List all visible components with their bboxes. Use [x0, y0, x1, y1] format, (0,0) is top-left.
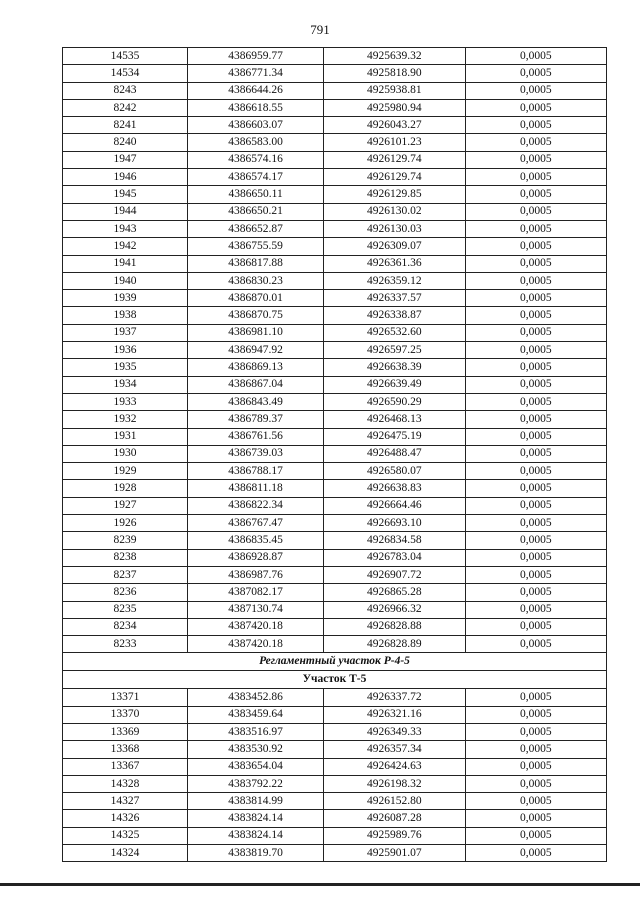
coordinate-x-cell: 4386767.47: [188, 515, 324, 532]
point-number-cell: 1937: [63, 324, 188, 341]
accuracy-cell: 0,0005: [465, 497, 606, 514]
table-row: [63, 532, 607, 549]
point-number-cell: 14534: [63, 65, 188, 82]
point-number-cell: 1947: [63, 151, 188, 168]
accuracy-cell: 0,0005: [465, 307, 606, 324]
point-number-cell: 1936: [63, 342, 188, 359]
coordinate-x-cell: 4383824.14: [188, 827, 324, 844]
coordinate-y-cell: 4926580.07: [324, 463, 465, 480]
coordinate-x-cell: 4383654.04: [188, 758, 324, 775]
point-number-cell: 1938: [63, 307, 188, 324]
coordinate-x-cell: 4386928.87: [188, 549, 324, 566]
coordinate-y-cell: 4926783.04: [324, 549, 465, 566]
point-number-cell: 8234: [63, 618, 188, 635]
accuracy-cell: 0,0005: [465, 758, 606, 775]
accuracy-cell: 0,0005: [465, 480, 606, 497]
coordinate-y-cell: 4925938.81: [324, 82, 465, 99]
table-row: [63, 636, 607, 653]
coordinate-y-cell: 4926532.60: [324, 324, 465, 341]
accuracy-cell: 0,0005: [465, 566, 606, 583]
coordinate-x-cell: 4386650.21: [188, 203, 324, 220]
table-row: [63, 65, 607, 82]
accuracy-cell: 0,0005: [465, 411, 606, 428]
coordinate-y-cell: 4926828.88: [324, 618, 465, 635]
coordinate-x-cell: 4383530.92: [188, 741, 324, 758]
accuracy-cell: 0,0005: [465, 376, 606, 393]
coordinate-y-cell: 4926129.74: [324, 151, 465, 168]
coordinate-y-cell: 4926424.63: [324, 758, 465, 775]
point-number-cell: 8240: [63, 134, 188, 151]
point-number-cell: 1928: [63, 480, 188, 497]
accuracy-cell: 0,0005: [465, 636, 606, 653]
coordinate-x-cell: 4386583.00: [188, 134, 324, 151]
coordinate-x-cell: 4383452.86: [188, 689, 324, 706]
accuracy-cell: 0,0005: [465, 359, 606, 376]
accuracy-cell: 0,0005: [465, 99, 606, 116]
table-body-bottom: [63, 689, 607, 862]
table-row: [63, 151, 607, 168]
coordinate-y-cell: 4926101.23: [324, 134, 465, 151]
table-row: [63, 601, 607, 618]
coordinate-y-cell: 4926828.89: [324, 636, 465, 653]
accuracy-cell: 0,0005: [465, 810, 606, 827]
accuracy-cell: 0,0005: [465, 151, 606, 168]
point-number-cell: 14535: [63, 48, 188, 65]
point-number-cell: 8243: [63, 82, 188, 99]
coordinate-x-cell: 4386835.45: [188, 532, 324, 549]
coordinate-x-cell: 4386870.75: [188, 307, 324, 324]
coordinate-x-cell: 4387130.74: [188, 601, 324, 618]
coordinate-y-cell: 4926966.32: [324, 601, 465, 618]
coordinate-x-cell: 4386822.34: [188, 497, 324, 514]
coordinate-y-cell: 4926130.02: [324, 203, 465, 220]
coordinate-y-cell: 4926639.49: [324, 376, 465, 393]
table-row: [63, 203, 607, 220]
table-row: [63, 689, 607, 706]
coordinate-x-cell: 4386867.04: [188, 376, 324, 393]
table-row: [63, 117, 607, 134]
accuracy-cell: 0,0005: [465, 793, 606, 810]
accuracy-cell: 0,0005: [465, 618, 606, 635]
accuracy-cell: 0,0005: [465, 601, 606, 618]
coordinate-x-cell: 4386947.92: [188, 342, 324, 359]
coordinate-y-cell: 4925818.90: [324, 65, 465, 82]
accuracy-cell: 0,0005: [465, 134, 606, 151]
accuracy-cell: 0,0005: [465, 342, 606, 359]
table-row: [63, 480, 607, 497]
point-number-cell: 1930: [63, 445, 188, 462]
coordinate-y-cell: 4926152.80: [324, 793, 465, 810]
coordinate-y-cell: 4926198.32: [324, 775, 465, 792]
table-row: [63, 549, 607, 566]
point-number-cell: 13371: [63, 689, 188, 706]
table-row: [63, 186, 607, 203]
coordinate-x-cell: 4386843.49: [188, 393, 324, 410]
coordinates-table: [62, 47, 607, 862]
coordinate-y-cell: 4926043.27: [324, 117, 465, 134]
coordinate-y-cell: 4926488.47: [324, 445, 465, 462]
coordinate-x-cell: 4386755.59: [188, 238, 324, 255]
coordinate-y-cell: 4926357.34: [324, 741, 465, 758]
coordinate-x-cell: 4383516.97: [188, 723, 324, 740]
accuracy-cell: 0,0005: [465, 584, 606, 601]
point-number-cell: 8233: [63, 636, 188, 653]
accuracy-cell: 0,0005: [465, 515, 606, 532]
accuracy-cell: 0,0005: [465, 775, 606, 792]
accuracy-cell: 0,0005: [465, 845, 606, 862]
coordinate-y-cell: 4926638.83: [324, 480, 465, 497]
table-row: [63, 411, 607, 428]
coordinate-y-cell: 4925901.07: [324, 845, 465, 862]
table-row: [63, 845, 607, 862]
table-row: [63, 428, 607, 445]
accuracy-cell: 0,0005: [465, 549, 606, 566]
coordinate-x-cell: 4386869.13: [188, 359, 324, 376]
table-row: [63, 376, 607, 393]
coordinate-x-cell: 4386959.77: [188, 48, 324, 65]
section-header-row: [63, 653, 607, 671]
table-row: [63, 255, 607, 272]
accuracy-cell: 0,0005: [465, 117, 606, 134]
table-row: [63, 134, 607, 151]
coordinate-x-cell: 4386618.55: [188, 99, 324, 116]
coordinate-x-cell: 4386788.17: [188, 463, 324, 480]
point-number-cell: 1929: [63, 463, 188, 480]
table-row: [63, 793, 607, 810]
page-number: 791: [310, 22, 330, 37]
coordinate-y-cell: 4926309.07: [324, 238, 465, 255]
table-row: [63, 99, 607, 116]
coordinate-x-cell: 4383459.64: [188, 706, 324, 723]
point-number-cell: 13368: [63, 741, 188, 758]
coordinate-y-cell: 4926468.13: [324, 411, 465, 428]
accuracy-cell: 0,0005: [465, 741, 606, 758]
table-row: [63, 827, 607, 844]
point-number-cell: 8238: [63, 549, 188, 566]
point-number-cell: 1942: [63, 238, 188, 255]
coordinate-y-cell: 4926664.46: [324, 497, 465, 514]
coordinate-y-cell: 4926129.74: [324, 169, 465, 186]
table-section-headers: [63, 653, 607, 689]
accuracy-cell: 0,0005: [465, 723, 606, 740]
accuracy-cell: 0,0005: [465, 169, 606, 186]
coordinate-x-cell: 4386817.88: [188, 255, 324, 272]
accuracy-cell: 0,0005: [465, 463, 606, 480]
point-number-cell: 8239: [63, 532, 188, 549]
table-row: [63, 741, 607, 758]
coordinate-y-cell: 4926349.33: [324, 723, 465, 740]
table-row: [63, 810, 607, 827]
point-number-cell: 1935: [63, 359, 188, 376]
coordinate-y-cell: 4925980.94: [324, 99, 465, 116]
table-row: [63, 272, 607, 289]
point-number-cell: 1946: [63, 169, 188, 186]
coordinate-x-cell: 4383819.70: [188, 845, 324, 862]
subsection-title: Участок Т-5: [63, 671, 607, 689]
point-number-cell: 8235: [63, 601, 188, 618]
table-row: [63, 463, 607, 480]
point-number-cell: 1944: [63, 203, 188, 220]
coordinate-y-cell: 4926338.87: [324, 307, 465, 324]
accuracy-cell: 0,0005: [465, 445, 606, 462]
coordinate-x-cell: 4387420.18: [188, 636, 324, 653]
coordinate-x-cell: 4386603.07: [188, 117, 324, 134]
coordinate-x-cell: 4386761.56: [188, 428, 324, 445]
section-title: Регламентный участок Р-4-5: [63, 653, 607, 671]
coordinate-x-cell: 4386830.23: [188, 272, 324, 289]
subsection-header-row: [63, 671, 607, 689]
point-number-cell: 14326: [63, 810, 188, 827]
table-row: [63, 775, 607, 792]
accuracy-cell: 0,0005: [465, 324, 606, 341]
point-number-cell: 13367: [63, 758, 188, 775]
coordinate-y-cell: 4926321.16: [324, 706, 465, 723]
accuracy-cell: 0,0005: [465, 238, 606, 255]
coordinate-y-cell: 4926361.36: [324, 255, 465, 272]
table-row: [63, 307, 607, 324]
coordinate-y-cell: 4926130.03: [324, 220, 465, 237]
point-number-cell: 1932: [63, 411, 188, 428]
coordinate-x-cell: 4383814.99: [188, 793, 324, 810]
coordinate-y-cell: 4926590.29: [324, 393, 465, 410]
coordinate-x-cell: 4386644.26: [188, 82, 324, 99]
coordinate-x-cell: 4386987.76: [188, 566, 324, 583]
table-row: [63, 238, 607, 255]
accuracy-cell: 0,0005: [465, 203, 606, 220]
coordinate-x-cell: 4386811.18: [188, 480, 324, 497]
point-number-cell: 14324: [63, 845, 188, 862]
point-number-cell: 8241: [63, 117, 188, 134]
accuracy-cell: 0,0005: [465, 428, 606, 445]
coordinate-y-cell: 4926475.19: [324, 428, 465, 445]
table-row: [63, 758, 607, 775]
point-number-cell: 14328: [63, 775, 188, 792]
coordinate-y-cell: 4926597.25: [324, 342, 465, 359]
coordinate-y-cell: 4926907.72: [324, 566, 465, 583]
coordinate-y-cell: 4926865.28: [324, 584, 465, 601]
table-row: [63, 497, 607, 514]
coordinate-y-cell: 4926087.28: [324, 810, 465, 827]
point-number-cell: 13369: [63, 723, 188, 740]
point-number-cell: 1933: [63, 393, 188, 410]
coordinate-y-cell: 4926337.57: [324, 290, 465, 307]
point-number-cell: 1943: [63, 220, 188, 237]
point-number-cell: 14327: [63, 793, 188, 810]
table-row: [63, 566, 607, 583]
accuracy-cell: 0,0005: [465, 689, 606, 706]
coordinate-x-cell: 4386652.87: [188, 220, 324, 237]
table-row: [63, 393, 607, 410]
table-row: [63, 290, 607, 307]
point-number-cell: 8236: [63, 584, 188, 601]
accuracy-cell: 0,0005: [465, 82, 606, 99]
coordinate-x-cell: 4387420.18: [188, 618, 324, 635]
accuracy-cell: 0,0005: [465, 827, 606, 844]
coordinate-x-cell: 4386574.16: [188, 151, 324, 168]
table-body-top: [63, 48, 607, 653]
accuracy-cell: 0,0005: [465, 65, 606, 82]
table-row: [63, 82, 607, 99]
coordinate-y-cell: 4926834.58: [324, 532, 465, 549]
table-row: [63, 342, 607, 359]
coordinate-x-cell: 4386771.34: [188, 65, 324, 82]
accuracy-cell: 0,0005: [465, 48, 606, 65]
point-number-cell: 8242: [63, 99, 188, 116]
point-number-cell: 1945: [63, 186, 188, 203]
table-row: [63, 706, 607, 723]
accuracy-cell: 0,0005: [465, 220, 606, 237]
coordinate-x-cell: 4386650.11: [188, 186, 324, 203]
accuracy-cell: 0,0005: [465, 706, 606, 723]
point-number-cell: 13370: [63, 706, 188, 723]
table-row: [63, 324, 607, 341]
point-number-cell: 14325: [63, 827, 188, 844]
table-row: [63, 584, 607, 601]
accuracy-cell: 0,0005: [465, 255, 606, 272]
coordinate-y-cell: 4925639.32: [324, 48, 465, 65]
table-row: [63, 618, 607, 635]
coordinate-y-cell: 4925989.76: [324, 827, 465, 844]
table-row: [63, 445, 607, 462]
coordinate-x-cell: 4386574.17: [188, 169, 324, 186]
point-number-cell: 1926: [63, 515, 188, 532]
coordinate-x-cell: 4383792.22: [188, 775, 324, 792]
coordinate-y-cell: 4926638.39: [324, 359, 465, 376]
point-number-cell: 8237: [63, 566, 188, 583]
accuracy-cell: 0,0005: [465, 393, 606, 410]
coordinate-x-cell: 4383824.14: [188, 810, 324, 827]
coordinate-x-cell: 4386870.01: [188, 290, 324, 307]
point-number-cell: 1941: [63, 255, 188, 272]
coordinate-y-cell: 4926359.12: [324, 272, 465, 289]
point-number-cell: 1940: [63, 272, 188, 289]
table-row: [63, 48, 607, 65]
coordinate-x-cell: 4386739.03: [188, 445, 324, 462]
table-row: [63, 359, 607, 376]
coordinates-table-container: [62, 47, 607, 862]
coordinate-x-cell: 4387082.17: [188, 584, 324, 601]
coordinate-y-cell: 4926129.85: [324, 186, 465, 203]
page-bottom-edge: [0, 883, 640, 900]
table-row: [63, 515, 607, 532]
coordinate-x-cell: 4386981.10: [188, 324, 324, 341]
table-row: [63, 723, 607, 740]
point-number-cell: 1927: [63, 497, 188, 514]
accuracy-cell: 0,0005: [465, 290, 606, 307]
point-number-cell: 1939: [63, 290, 188, 307]
accuracy-cell: 0,0005: [465, 186, 606, 203]
point-number-cell: 1931: [63, 428, 188, 445]
table-row: [63, 220, 607, 237]
coordinate-y-cell: 4926693.10: [324, 515, 465, 532]
accuracy-cell: 0,0005: [465, 532, 606, 549]
coordinate-y-cell: 4926337.72: [324, 689, 465, 706]
point-number-cell: 1934: [63, 376, 188, 393]
coordinate-x-cell: 4386789.37: [188, 411, 324, 428]
table-row: [63, 169, 607, 186]
accuracy-cell: 0,0005: [465, 272, 606, 289]
